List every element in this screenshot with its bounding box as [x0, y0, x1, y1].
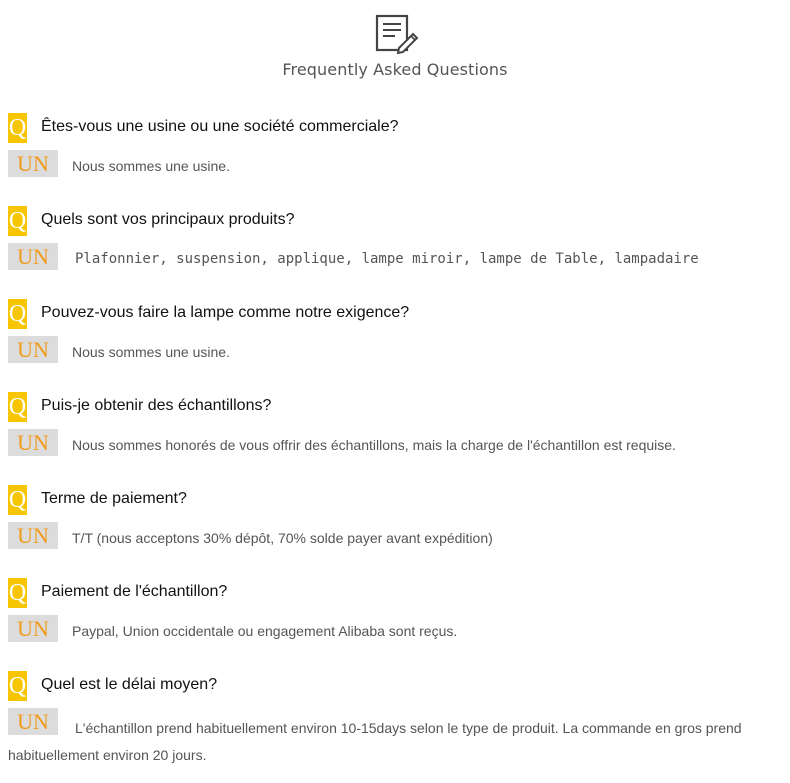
question-badge: Q [8, 301, 27, 327]
faq-item [0, 392, 790, 485]
question-badge: Q [8, 487, 27, 513]
question-text: Terme de paiement? [41, 490, 187, 507]
answer-badge: UN [8, 243, 58, 270]
question-text: Paiement de l'échantillon? [41, 583, 228, 600]
answer-badge: UN [8, 708, 58, 735]
faq-item [0, 671, 790, 764]
answer-text: Paypal, Union occidentale ou engagement Alibaba sont reçus. [72, 623, 458, 639]
question-badge: Q [8, 394, 27, 420]
faq-item [0, 578, 790, 671]
answer-badge: UN [8, 522, 58, 549]
answer-badge: UN [8, 336, 58, 363]
faq-item [0, 299, 790, 392]
question-badge: Q [8, 208, 27, 234]
page-title: Frequently Asked Questions [282, 60, 508, 79]
answer-text: Nous sommes honorés de vous offrir des échantillons, mais la charge de l'échantillon est requise. [72, 437, 676, 453]
answer-badge: UN [8, 429, 58, 456]
answer-badge: UN [8, 615, 58, 642]
question-badge: Q [8, 673, 27, 699]
question-text: Quel est le délai moyen? [41, 676, 218, 693]
question-text: Quels sont vos principaux produits? [41, 211, 295, 228]
faq-list [0, 113, 790, 764]
question-text: Êtes-vous une usine ou une société commerciale? [41, 118, 399, 135]
question-badge: Q [8, 115, 27, 141]
answer-text: L'échantillon prend habituellement environ 10-15days selon le type de produit. La commande en gros prend habituellement environ 20 jours. [8, 720, 742, 763]
faq-header [0, 0, 790, 100]
answer-text: Nous sommes une usine. [72, 158, 230, 174]
question-badge: Q [8, 580, 27, 606]
faq-item [0, 113, 790, 206]
answer-text: Nous sommes une usine. [72, 344, 230, 360]
answer-text: Plafonnier, suspension, applique, lampe miroir, lampe de Table, lampadaire [75, 251, 699, 267]
question-text: Puis-je obtenir des échantillons? [41, 397, 272, 414]
faq-item [0, 206, 790, 299]
answer-badge: UN [8, 150, 58, 177]
faq-item [0, 485, 790, 578]
answer-text: T/T (nous acceptons 30% dépôt, 70% solde payer avant expédition) [72, 530, 493, 546]
document-edit-icon [375, 14, 419, 56]
question-text: Pouvez-vous faire la lampe comme notre exigence? [41, 304, 410, 321]
